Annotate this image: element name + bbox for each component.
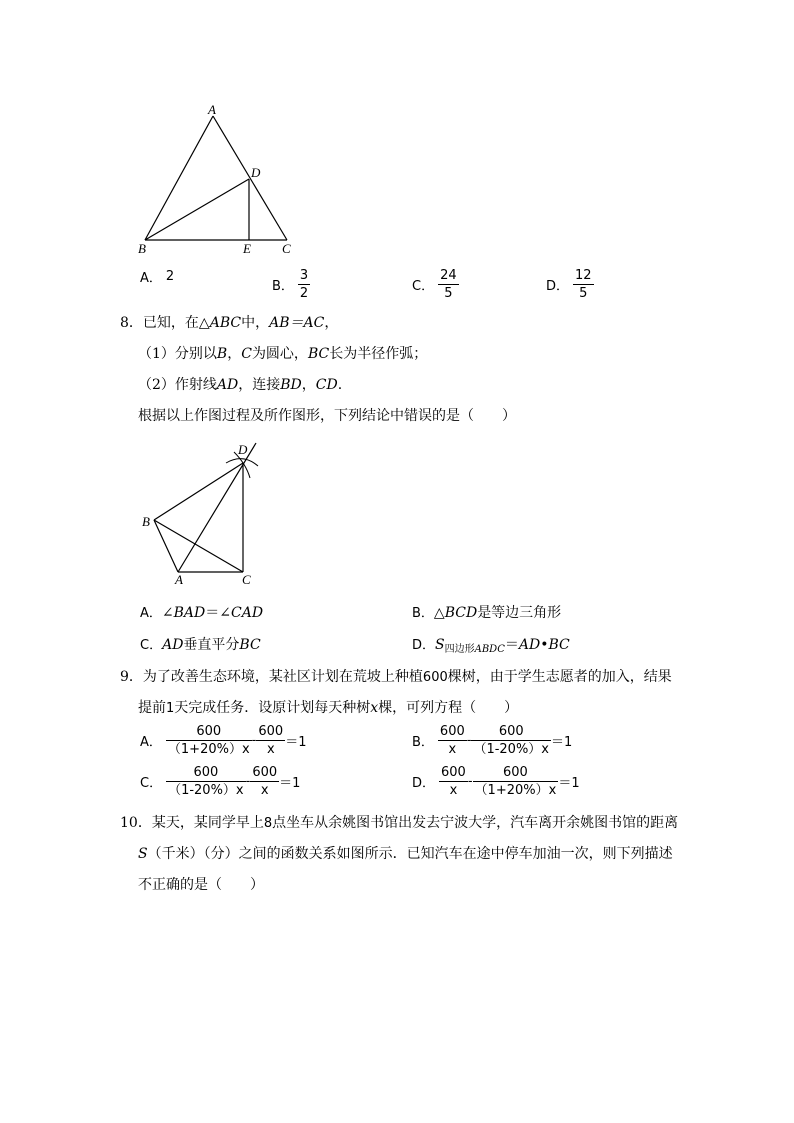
point-label-a: A	[208, 102, 216, 117]
q8-question: 根据以上作图过程及所作图形，下列结论中错误的是（ ）	[138, 408, 516, 424]
fraction: $\frac{600}{x}$	[441, 765, 466, 798]
q10-stem-line-2: S（千米）（分）之间的函数关系如图所示．已知汽车在途中停车加油一次，则下列描述	[138, 846, 673, 862]
fraction: $\frac{600}{(1+20\%)x}$	[474, 765, 557, 798]
q8-step-2: （2）作射线AD，连接BD，CD.	[138, 377, 343, 393]
triangle-figure-q7	[130, 100, 310, 260]
fraction: $\frac{3}{2}$	[299, 268, 309, 301]
point-label-d: D	[251, 165, 261, 180]
q7-option-d: D． $\frac{12}{5}$	[546, 268, 592, 301]
fraction: $\frac{600}{(1-20\%)x}$	[473, 724, 550, 757]
q8-stem: 8．已知，在△ABC中，AB＝AC，	[120, 315, 339, 331]
fraction: $\frac{600}{x}$	[252, 765, 278, 798]
q8-option-a: A．∠BAD＝∠CAD	[140, 605, 264, 621]
q9-stem-line-2: 提前1天完成任务．设原计划每天种树x棵，可列方程（ ）	[138, 700, 519, 716]
q10-stem-line-3: 不正确的是（ ）	[138, 877, 264, 893]
q9-option-a: A． $\frac{600}{(1+20\%)x}$ - $\frac{600}{x}$ ＝1	[140, 724, 307, 757]
q10-stem-line-1: 10．某天，某同学早上8点坐车从余姚图书馆出发去宁波大学，汽车离开余姚图书馆的距离	[120, 815, 679, 831]
q8-option-b: B．△BCD是等边三角形	[412, 605, 562, 621]
q7-option-c: C． $\frac{24}{5}$	[412, 268, 457, 301]
q7-option-b: B． $\frac{3}{2}$	[272, 268, 309, 301]
fraction: $\frac{24}{5}$	[440, 268, 457, 301]
point-label-b: B	[138, 241, 146, 256]
construction-figure-q8	[130, 438, 270, 588]
q8-option-c: C．AD垂直平分BC	[140, 637, 261, 653]
point-label-a: A	[175, 572, 183, 587]
fraction: $\frac{600}{x}$	[439, 724, 465, 757]
fraction: $\frac{600}{x}$	[258, 724, 284, 757]
q8-step-1: （1）分别以B，C为圆心，BC长为半径作弧；	[138, 346, 428, 362]
fraction: $\frac{12}{5}$	[575, 268, 592, 301]
point-label-c: C	[242, 572, 251, 587]
point-label-e: E	[243, 241, 251, 256]
point-label-b: B	[142, 514, 150, 529]
q9-option-b: B． $\frac{600}{x}$ - $\frac{600}{(1-20\%)x}$ ＝1	[412, 724, 573, 757]
q7-option-a: A． 2	[140, 269, 175, 286]
fraction: $\frac{600}{(1-20\%)x}$	[168, 765, 244, 798]
fraction: $\frac{600}{(1+20\%)x}$	[167, 724, 250, 757]
point-label-d: D	[238, 442, 248, 457]
q9-stem-line-1: 9．为了改善生态环境，某社区计划在荒坡上种植600棵树，由于学生志愿者的加入，结果	[120, 669, 672, 685]
q8-option-d: D．$S_{四边形ABDC}=AD•BC$	[412, 637, 570, 655]
q9-option-d: D． $\frac{600}{x}$ - $\frac{600}{(1+20\%)x}$ ＝1	[412, 765, 580, 798]
q9-option-c: C． $\frac{600}{(1-20\%)x}$ - $\frac{600}{x}$ ＝1	[140, 765, 301, 798]
point-label-c: C	[282, 241, 291, 256]
